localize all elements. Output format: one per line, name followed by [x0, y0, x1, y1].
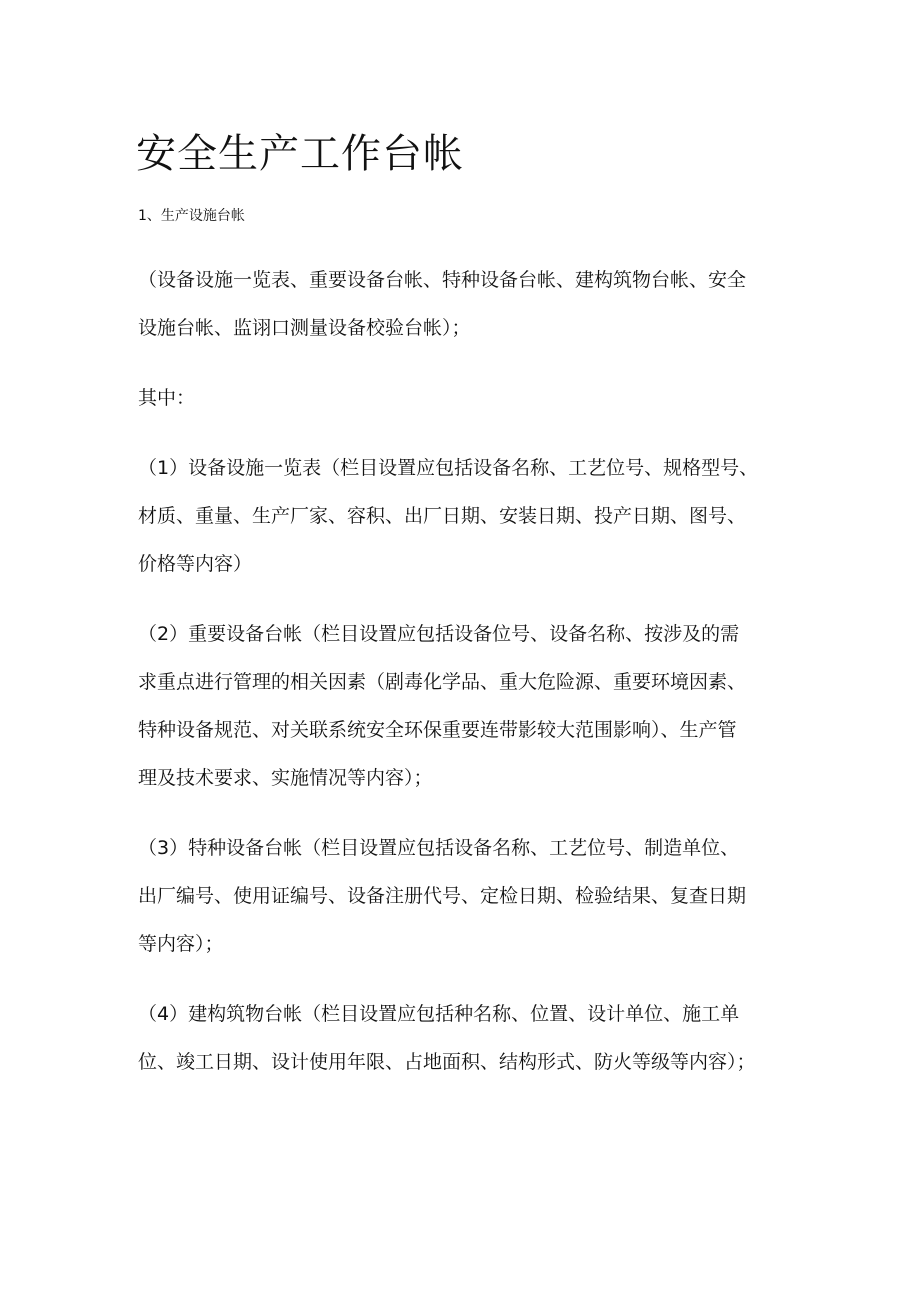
paragraph-line: 其中： [138, 387, 196, 409]
list-item-1 [138, 444, 800, 588]
paragraph-line: （4）建构筑物台帐（栏目设置应包括种名称、位置、设计单位、施工单 [138, 1003, 740, 1025]
intro-paragraph [138, 256, 800, 352]
paragraph-line: （2）重要设备台帐（栏目设置应包括设备位号、设备名称、按涉及的需 [138, 623, 740, 645]
paragraph-line: 求重点进行管理的相关因素（剧毒化学品、重大危险源、重要环境因素、 [138, 671, 747, 693]
paragraph-line: 出厂编号、使用证编号、设备注册代号、定检日期、检验结果、复查日期 [138, 885, 747, 907]
paragraph-line: 特种设备规范、对关联系统安全环保重要连带影较大范围影响）、生产管 [138, 719, 737, 741]
list-item-4 [138, 990, 800, 1086]
paragraph-line: （3）特种设备台帐（栏目设置应包括设备名称、工艺位号、制造单位、 [138, 837, 740, 859]
section-heading: 1、生产设施台帐 [138, 208, 245, 224]
document-title: 安全生产工作台帐 [136, 131, 464, 177]
among-label [138, 374, 800, 422]
list-item-2 [138, 610, 800, 802]
paragraph-line: 价格等内容） [138, 553, 253, 575]
paragraph-line: 设施台帐、监诩口测量设备校验台帐）； [138, 317, 471, 339]
paragraph-line: （设备设施一览表、重要设备台帐、特种设备台帐、建构筑物台帐、安全 [138, 269, 747, 291]
paragraph-line: 材质、重量、生产厂家、容积、出厂日期、安装日期、投产日期、图号、 [138, 505, 747, 527]
paragraph-line: 等内容）； [138, 933, 224, 955]
list-item-3 [138, 824, 800, 968]
paragraph-line: （1）设备设施一览表（栏目设置应包括设备名称、工艺位号、规格型号、 [138, 457, 759, 479]
paragraph-line: 位、竣工日期、设计使用年限、占地面积、结构形式、防火等级等内容）； [138, 1051, 756, 1073]
paragraph-line: 理及技术要求、实施情况等内容）； [138, 767, 433, 789]
